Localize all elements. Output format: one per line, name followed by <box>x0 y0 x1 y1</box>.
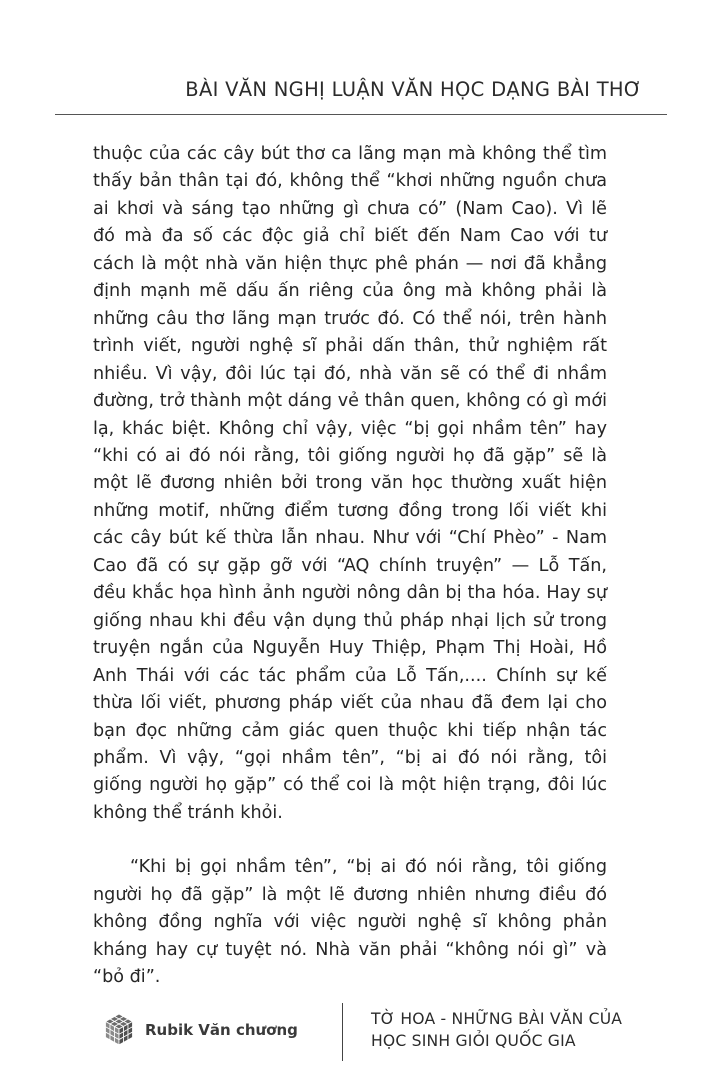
text-line: lạ, khác biệt. Không chỉ vậy, việc “bị gọi nhầm tên” hay <box>93 418 607 439</box>
paragraph-2 <box>93 854 607 991</box>
text-line: thừa lối viết, phương pháp viết của nhau đã đem lại cho <box>93 693 607 714</box>
text-line: “khi có ai đó nói rằng, tôi giống người họ đã gặp” sẽ là <box>93 445 607 466</box>
text-line: giống nhau khi đều vận dụng thủ pháp nhại lịch sử trong <box>93 610 607 631</box>
running-header: BÀI VĂN NGHỊ LUẬN VĂN HỌC DẠNG BÀI THƠ <box>185 78 642 101</box>
text-line: kháng hay cự tuyệt nó. Nhà văn phải “không nói gì” và <box>93 939 607 960</box>
text-line: người họ đã gặp” là một lẽ đương nhiên nhưng điều đó <box>93 884 607 905</box>
text-line: không đồng nghĩa với việc người nghệ sĩ không phản <box>93 912 607 933</box>
paragraph-1 <box>93 141 607 827</box>
text-line: các cây bút kế thừa lẫn nhau. Như với “Chí Phèo” - Nam <box>93 528 607 549</box>
text-line: những câu thơ lãng mạn trước đó. Có thể nói, trên hành <box>93 308 607 329</box>
footer-divider <box>342 1003 343 1061</box>
text-line: Anh Thái với các tác phẩm của Lỗ Tấn,.... Chính sự kế <box>93 665 607 686</box>
book-title <box>371 1008 622 1052</box>
publisher-logo <box>101 1012 298 1048</box>
text-line: đó mà đa số các độc giả chỉ biết đến Nam Cao với tư <box>93 226 607 247</box>
publisher-name: Rubik Văn chương <box>145 1021 298 1039</box>
text-line: Cao đã có sự gặp gỡ với “AQ chính truyện” — Lỗ Tấn, <box>93 555 607 576</box>
text-line: truyện ngắn của Nguyễn Huy Thiệp, Phạm Thị Hoài, Hồ <box>93 638 607 659</box>
text-line: thấy bản thân tại đó, không thể “khơi những nguồn chưa <box>93 171 607 192</box>
text-line: phẩm. Vì vậy, “gọi nhầm tên”, “bị ai đó nói rằng, tôi <box>93 747 607 768</box>
text-line: trình viết, người nghệ sĩ phải dấn thân, thử nghiệm rất <box>93 336 607 357</box>
header-divider <box>55 114 667 115</box>
text-line: “bỏ đi”. <box>93 967 161 988</box>
text-line: cách là một nhà văn hiện thực phê phán — nơi đã khẳng <box>93 253 607 274</box>
rubik-cube-icon <box>101 1012 137 1048</box>
text-line: đều khắc họa hình ảnh người nông dân bị tha hóa. Hay sự <box>93 583 607 604</box>
book-title-line-1: TỜ HOA - NHỮNG BÀI VĂN CỦA <box>371 1010 623 1028</box>
text-line: định mạnh mẽ dấu ấn riêng của ông mà không phải là <box>93 281 607 302</box>
text-line: ai khơi và sáng tạo những gì chưa có” (Nam Cao). Vì lẽ <box>93 198 607 219</box>
text-line: “Khi bị gọi nhầm tên”, “bị ai đó nói rằng, tôi giống <box>130 857 607 878</box>
book-title-line-2: HỌC SINH GIỎI QUỐC GIA <box>371 1032 576 1050</box>
text-line: một lẽ đương nhiên bởi trong văn học thường xuất hiện <box>93 473 607 494</box>
text-line: đường, trở thành một dáng vẻ thân quen, không có gì mới <box>93 391 607 412</box>
text-line: không thể tránh khỏi. <box>93 802 283 823</box>
text-line: những motif, những điểm tương đồng trong lối viết khi <box>93 500 607 521</box>
text-line: giống người họ gặp” có thể coi là một hiện trạng, đôi lúc <box>93 775 607 796</box>
paragraph-spacer <box>93 827 607 854</box>
text-line: bạn đọc những cảm giác quen thuộc khi tiếp nhận tác <box>93 720 607 741</box>
text-line: nhiều. Vì vậy, đôi lúc tại đó, nhà văn sẽ có thể đi nhầm <box>93 363 607 384</box>
text-line: thuộc của các cây bút thơ ca lãng mạn mà không thể tìm <box>93 144 607 164</box>
page-body <box>93 141 607 992</box>
